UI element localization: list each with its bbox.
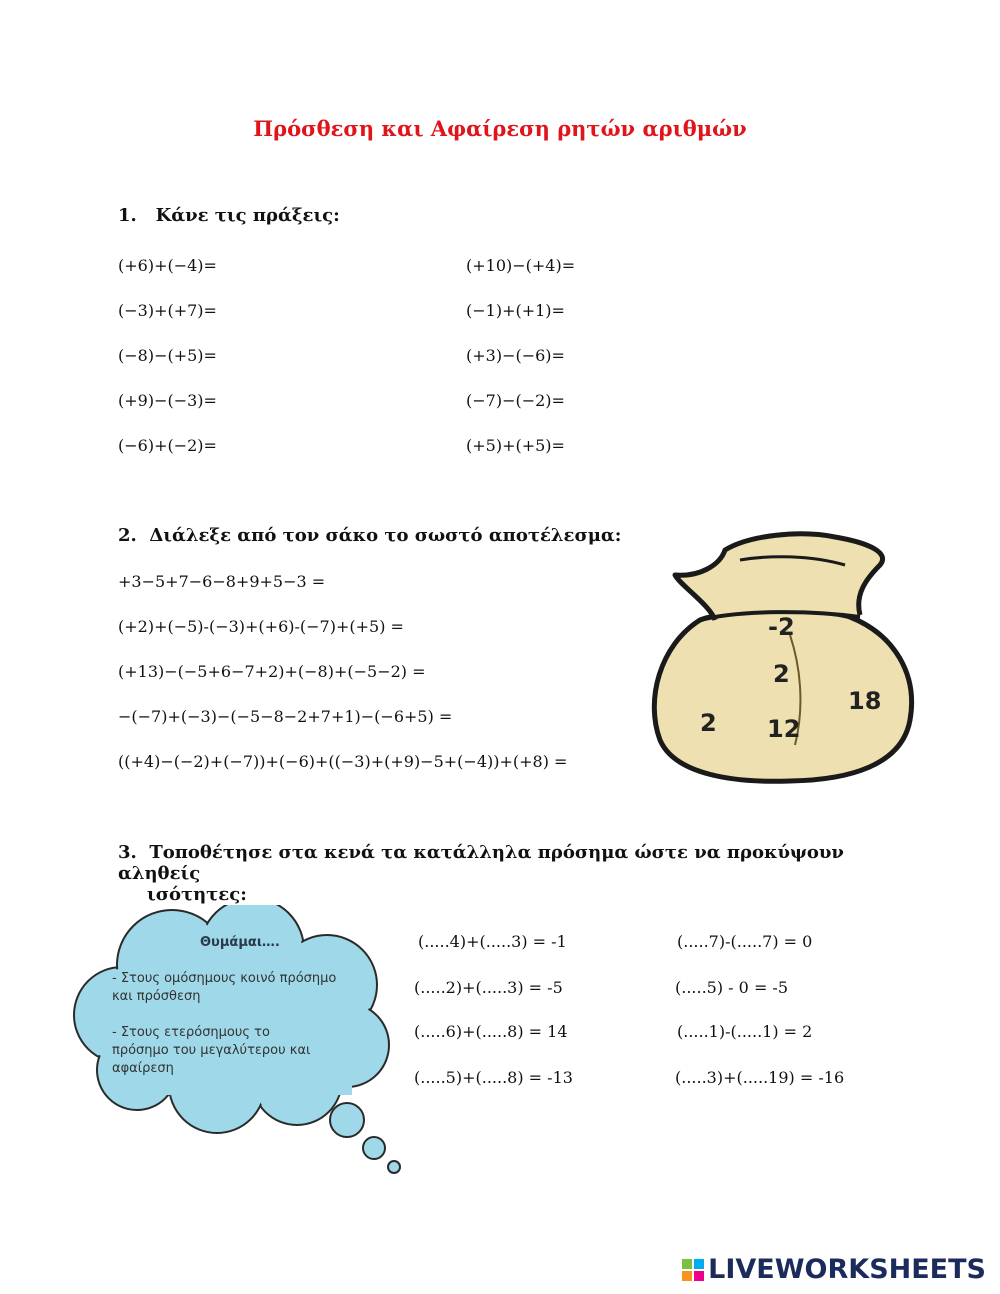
sack-image	[640, 525, 920, 790]
bag-number-2: 2	[773, 660, 790, 688]
section1-number: 1.	[118, 205, 137, 226]
bag-number-1: -2	[768, 613, 795, 641]
section3-number: 3.	[118, 842, 137, 863]
exercise-1-right-2: (−1)+(+1)=	[466, 301, 565, 320]
page-title: Πρόσθεση και Αφαίρεση ρητών αριθμών	[253, 116, 747, 141]
exercise-1-right-4: (−7)−(−2)=	[466, 391, 565, 410]
logo-text: LIVEWORKSHEETS	[708, 1254, 986, 1285]
section2-number: 2.	[118, 525, 137, 546]
exercise-3-left-3: (.....6)+(.....8) = 14	[414, 1022, 568, 1041]
section3-heading-line2: ισότητες:	[147, 884, 247, 905]
bag-number-4: 2	[700, 709, 717, 737]
exercise-3-right-4: (.....3)+(.....19) = -16	[675, 1068, 845, 1087]
exercise-1-right-5: (+5)+(+5)=	[466, 436, 565, 455]
logo-mark-icon	[682, 1259, 704, 1281]
exercise-1-right-1: (+10)−(+4)=	[466, 256, 576, 275]
section3-heading	[118, 842, 918, 905]
exercise-3-right-1: (.....7)-(.....7) = 0	[677, 932, 813, 951]
cloud-rule1-line2: και πρόσθεση	[112, 989, 201, 1004]
cloud-bubble-small	[388, 1161, 400, 1173]
bag-number-3: 18	[848, 687, 882, 715]
exercise-3-right-3: (.....1)-(.....1) = 2	[677, 1022, 813, 1041]
exercise-1-right-3: (+3)−(−6)=	[466, 346, 565, 365]
sack-neck	[675, 534, 883, 620]
exercise-3-left-4: (.....5)+(.....8) = -13	[414, 1068, 573, 1087]
exercise-1-left-4: (+9)−(−3)=	[118, 391, 217, 410]
exercise-1-left-1: (+6)+(−4)=	[118, 256, 217, 275]
exercise-2-item-2: (+2)+(−5)-(−3)+(+6)-(−7)+(+5) =	[118, 617, 404, 636]
exercise-2-item-1: +3−5+7−6−8+9+5−3 =	[118, 572, 326, 591]
section2-heading-text: Διάλεξε από τον σάκο το σωστό αποτέλεσμα:	[149, 525, 622, 546]
exercise-1-left-3: (−8)−(+5)=	[118, 346, 217, 365]
cloud-title: Θυμάμαι….	[200, 935, 280, 950]
exercise-2-item-3: (+13)−(−5+6−7+2)+(−8)+(−5−2) =	[118, 662, 426, 681]
section3-heading-line1: Τοποθέτησε στα κενά τα κατάλληλα πρόσημα ώστε να προκύψουν αληθείς	[118, 842, 844, 884]
exercise-3-right-2: (.....5) - 0 = -5	[675, 978, 789, 997]
exercise-1-left-2: (−3)+(+7)=	[118, 301, 217, 320]
section2-heading	[118, 525, 621, 546]
exercise-2-item-4: −(−7)+(−3)−(−5−8−2+7+1)−(−6+5) =	[118, 707, 453, 726]
section1-heading-text: Κάνε τις πράξεις:	[155, 205, 340, 226]
cloud-bubble-medium	[363, 1137, 385, 1159]
bag-number-5: 12	[767, 715, 801, 743]
exercise-3-left-1: (.....4)+(.....3) = -1	[418, 932, 567, 951]
cloud-rule2-line3: αφαίρεση	[112, 1061, 174, 1076]
exercise-2-item-5: ((+4)−(−2)+(−7))+(−6)+((−3)+(+9)−5+(−4))+(+8) =	[118, 752, 568, 771]
exercise-3-left-2: (.....2)+(.....3) = -5	[414, 978, 563, 997]
cloud-rule2-line2: πρόσημο του μεγαλύτερου και	[112, 1043, 311, 1058]
cloud-rule2-line1: - Στους ετερόσημους το	[112, 1025, 270, 1040]
section1-heading	[118, 205, 340, 226]
liveworksheets-logo	[682, 1254, 986, 1285]
cloud-rule1-line1: - Στους ομόσημους κοινό πρόσημο	[112, 971, 337, 986]
cloud-bubble-large	[330, 1103, 364, 1137]
exercise-1-left-5: (−6)+(−2)=	[118, 436, 217, 455]
